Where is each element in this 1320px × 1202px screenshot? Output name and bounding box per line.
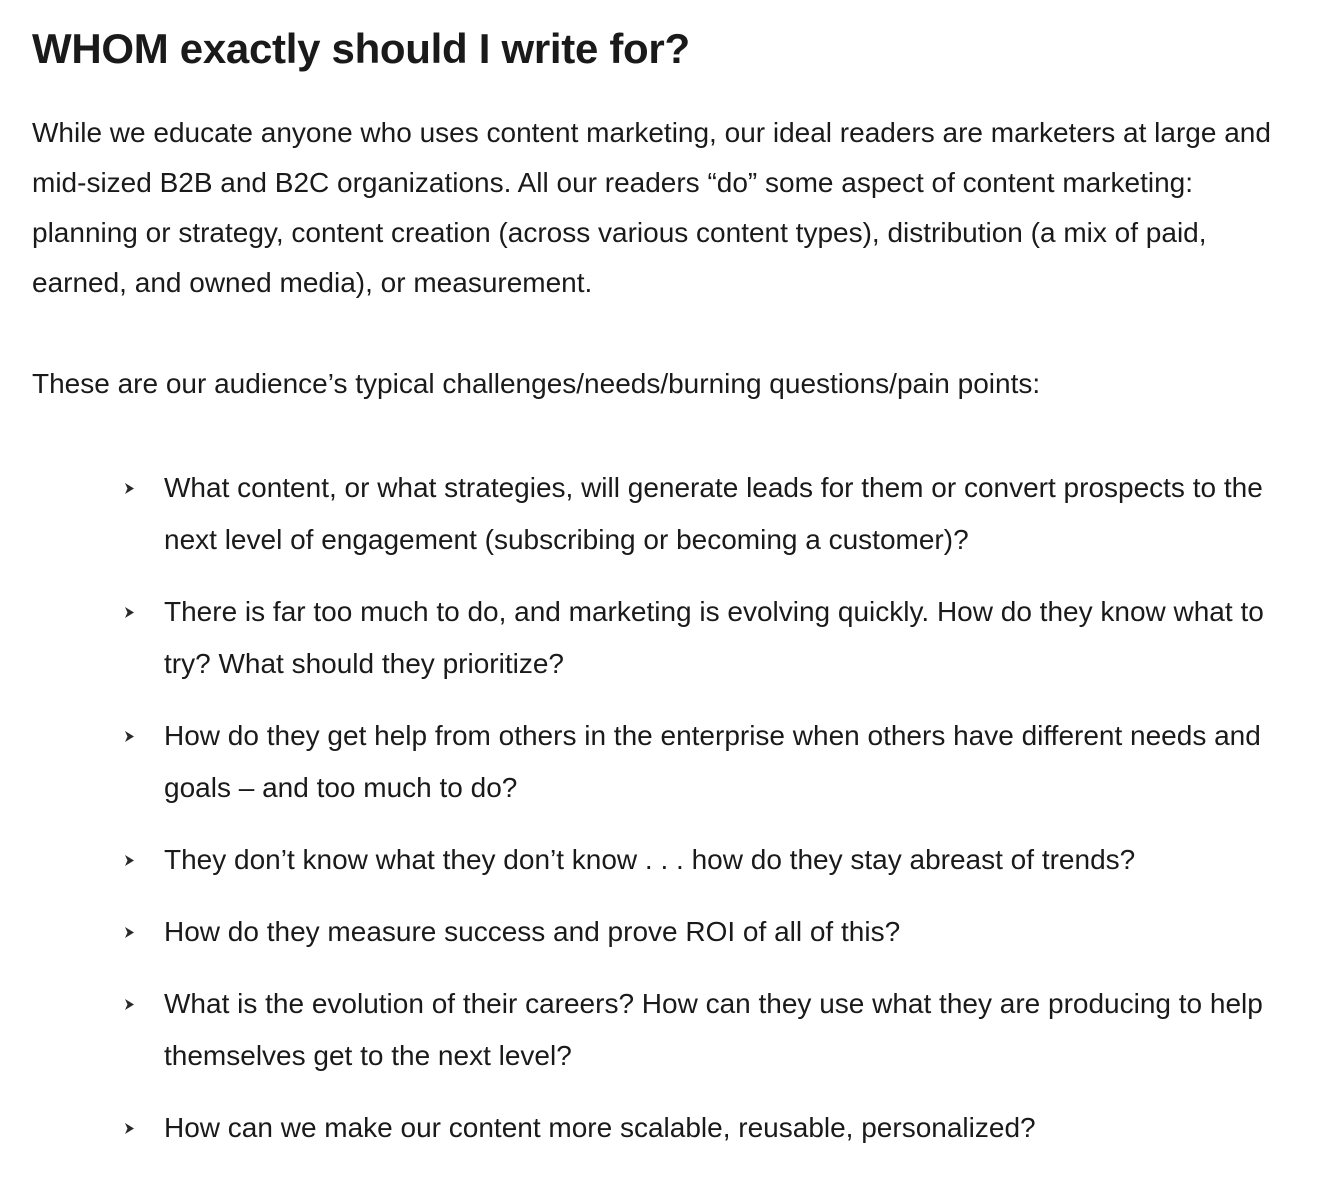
pain-points-list: [32, 462, 1294, 1154]
list-item-text: How do they measure success and prove ROI of all of this?: [164, 916, 901, 947]
list-item-text: They don’t know what they don’t know . . . how do they stay abreast of trends?: [164, 844, 1136, 875]
chevron-right-icon: [122, 1102, 136, 1154]
chevron-right-icon: [122, 978, 136, 1030]
list-item: [164, 906, 1294, 958]
section-heading: WHOM exactly should I write for?: [32, 25, 690, 72]
list-item: [164, 1102, 1294, 1154]
list-item: [164, 586, 1294, 690]
chevron-right-icon: [122, 462, 136, 514]
lead-paragraph: These are our audience’s typical challenges/needs/burning questions/pain points:: [32, 368, 1041, 399]
list-item-text: How do they get help from others in the enterprise when others have different needs and goals – and too much to do?: [164, 720, 1261, 803]
list-item-text: How can we make our content more scalable, reusable, personalized?: [164, 1112, 1036, 1143]
chevron-right-icon: [122, 834, 136, 886]
chevron-right-icon: [122, 906, 136, 958]
list-item-text: What content, or what strategies, will generate leads for them or convert prospects to the next level of engagement (subscribing or becoming a customer)?: [164, 472, 1263, 555]
chevron-right-icon: [122, 586, 136, 638]
list-item-text: What is the evolution of their careers? How can they use what they are producing to help themselves get to the next level?: [164, 988, 1263, 1071]
list-item: [164, 834, 1294, 886]
list-item: [164, 462, 1294, 566]
list-item-text: There is far too much to do, and marketing is evolving quickly. How do they know what to try? What should they prioritize?: [164, 596, 1264, 679]
list-item: [164, 710, 1294, 814]
list-item: [164, 978, 1294, 1082]
intro-paragraph: While we educate anyone who uses content marketing, our ideal readers are marketers at large and mid-sized B2B and B2C organizations. All our readers “do” some aspect of content marketing: planning or strategy, content creation (across various content types), distribution (a mix of paid, earned, and owned media), or measurement.: [32, 117, 1271, 298]
chevron-right-icon: [122, 710, 136, 762]
